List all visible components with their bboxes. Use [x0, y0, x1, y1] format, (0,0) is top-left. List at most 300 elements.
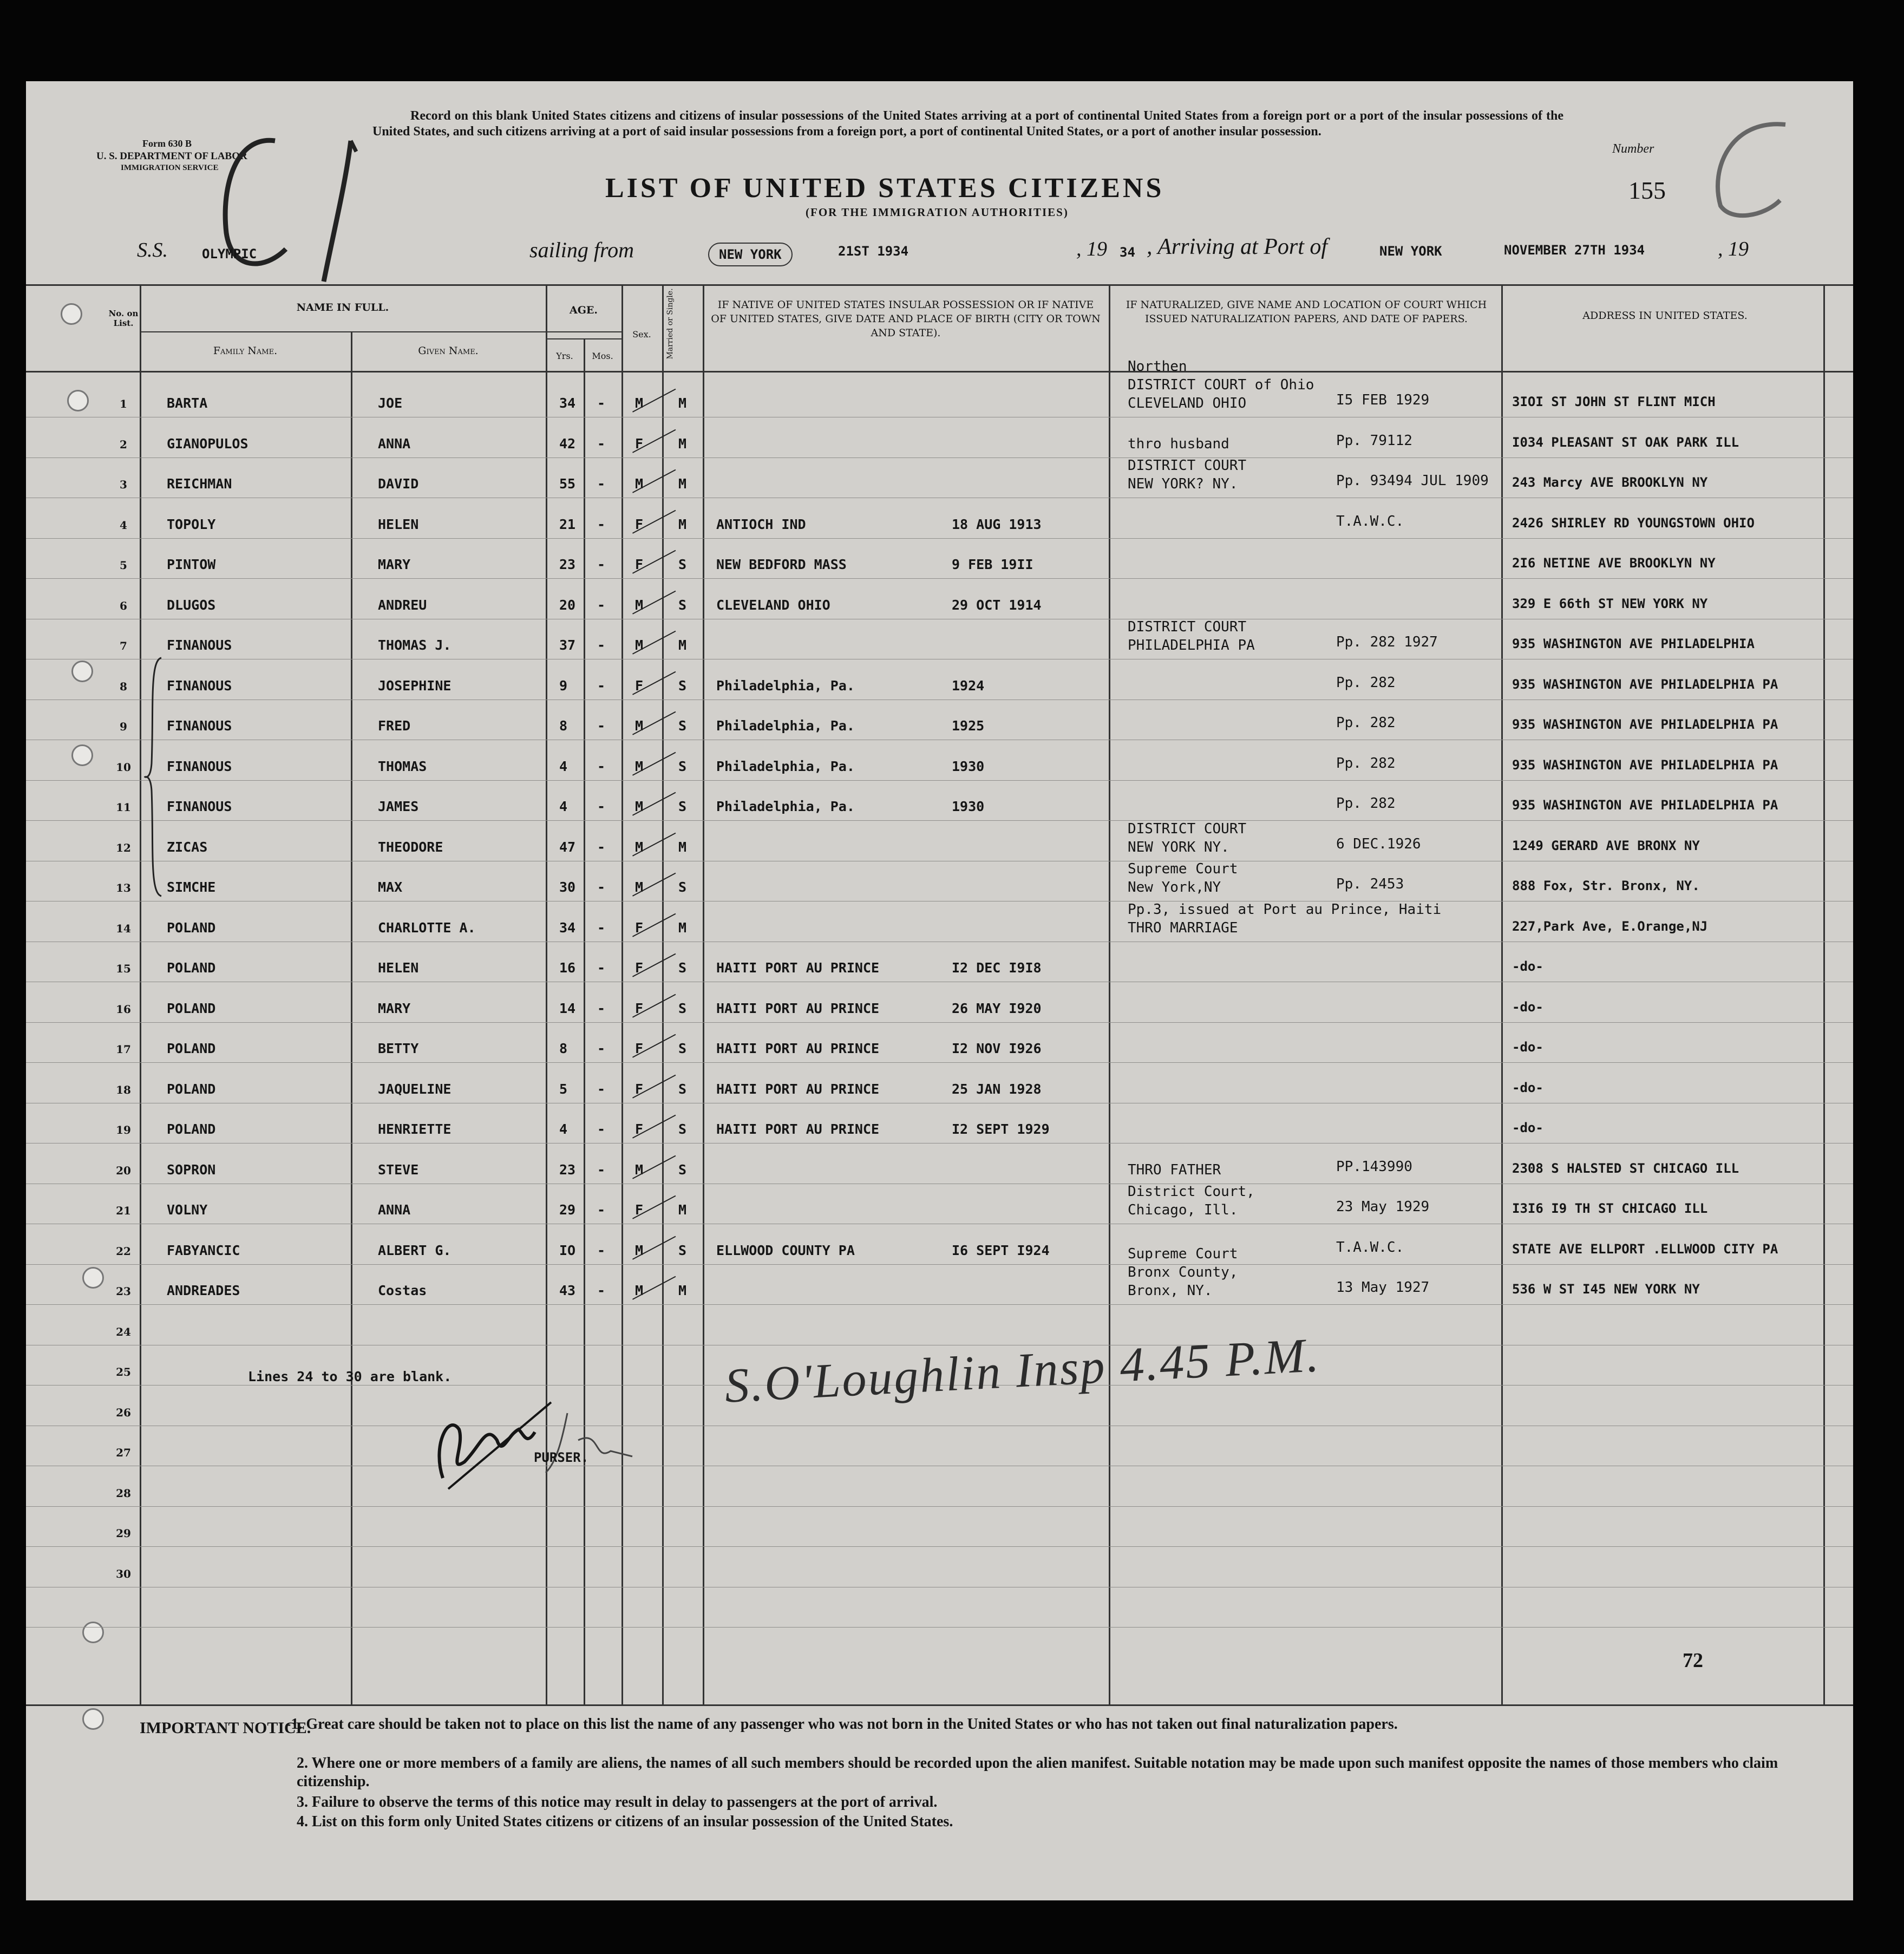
family-name: FINANOUS	[167, 637, 232, 653]
naturalization-location: CLEVELAND OHIO	[1128, 395, 1247, 411]
birth-date: I2 NOV I926	[952, 1041, 1042, 1056]
line-number: 21	[116, 1204, 131, 1217]
age-years: 47	[559, 839, 576, 855]
sex: F	[635, 1000, 644, 1016]
given-name: MARY	[378, 557, 411, 572]
marital-status: S	[678, 718, 687, 734]
blank-lines-note: Lines 24 to 30 are blank.	[248, 1369, 452, 1384]
given-name: CHARLOTTE A.	[378, 919, 476, 936]
age-months: -	[597, 758, 606, 774]
line-number: 25	[116, 1365, 131, 1378]
line-number: 26	[116, 1406, 131, 1419]
family-name: PINTOW	[167, 557, 216, 572]
birth-date: 1930	[952, 799, 985, 814]
birth-date: 18 AUG 1913	[952, 516, 1042, 532]
line-number: 4	[120, 518, 127, 532]
family-name: ZICAS	[167, 839, 208, 855]
given-name: HENRIETTE	[378, 1121, 452, 1137]
age-years: 14	[559, 1000, 576, 1016]
number-label: Number	[1612, 142, 1654, 156]
inspector-note: S.O'Loughlin Insp 4.45 P.M.	[723, 1328, 1321, 1413]
ruled-line	[26, 1627, 1853, 1628]
line-number: 2	[120, 437, 127, 451]
ss-label: S.S.	[137, 239, 168, 262]
naturalization-papers: 23 May 1929	[1336, 1199, 1430, 1215]
birth-date: 1925	[952, 718, 985, 734]
year-suffix: , 19	[1718, 238, 1749, 260]
ruled-line	[26, 820, 1853, 821]
birth-place: HAITI PORT AU PRINCE	[716, 1041, 880, 1056]
age-months: -	[597, 1000, 606, 1016]
naturalization-court: Supreme Court	[1128, 1246, 1238, 1262]
given-name: Costas	[378, 1283, 427, 1298]
address: 935 WASHINGTON AVE PHILADELPHIA PA	[1512, 798, 1778, 813]
age-months: -	[597, 435, 606, 452]
sex: M	[635, 395, 644, 411]
line-number: 10	[116, 760, 131, 774]
age-years: 23	[559, 1161, 576, 1178]
sex: M	[635, 1242, 644, 1258]
line-number: 28	[116, 1486, 131, 1500]
name-header-divider	[140, 331, 621, 332]
ship-name: OLYMPIC	[202, 246, 257, 262]
sex: F	[635, 1121, 644, 1137]
sex: M	[635, 758, 644, 774]
age-months: -	[597, 516, 606, 532]
sex: M	[635, 597, 644, 613]
address: STATE AVE ELLPORT .ELLWOOD CITY PA	[1512, 1241, 1778, 1257]
family-name: TOPOLY	[167, 516, 216, 532]
line-number: 22	[116, 1244, 131, 1258]
address: I3I6 I9 TH ST CHICAGO ILL	[1512, 1201, 1708, 1216]
marital-status: M	[678, 839, 687, 855]
naturalization-papers: 6 DEC.1926	[1336, 835, 1421, 852]
address: 935 WASHINGTON AVE PHILADELPHIA PA	[1512, 717, 1778, 732]
birth-place: HAITI PORT AU PRINCE	[716, 1081, 880, 1097]
address: -do-	[1512, 959, 1543, 974]
department-name: U. S. DEPARTMENT OF LABOR	[96, 151, 247, 162]
col-header-yrs: Yrs.	[556, 351, 573, 361]
handwritten-c1-mark	[188, 119, 383, 298]
form-number: Form 630 B	[142, 138, 192, 149]
col-header-name: NAME IN FULL.	[296, 302, 389, 313]
given-name: JAMES	[378, 799, 419, 814]
age-months: -	[597, 597, 606, 613]
col-header-given: Given Name.	[418, 345, 479, 357]
notice-label: IMPORTANT NOTICE.	[140, 1719, 311, 1737]
notice-item: 4. List on this form only United States citizens or citizens of an insular possession of the United States.	[297, 1813, 953, 1830]
family-name: FINANOUS	[167, 799, 232, 814]
sex: F	[635, 516, 644, 532]
sex: M	[635, 799, 644, 814]
sex: F	[635, 1041, 644, 1056]
line-number: 14	[116, 922, 131, 935]
naturalization-court: Bronx County,	[1128, 1264, 1238, 1280]
naturalization-court: DISTRICT COURT	[1128, 458, 1247, 474]
birth-date: 25 JAN 1928	[952, 1081, 1042, 1097]
page-number: 72	[1683, 1649, 1703, 1672]
arriving-label: , Arriving at Port of	[1147, 234, 1328, 259]
header-bottom-border	[26, 371, 1853, 372]
marital-status: M	[678, 919, 687, 936]
ruled-line	[26, 1022, 1853, 1023]
marital-status: S	[678, 879, 687, 895]
marital-status: S	[678, 557, 687, 572]
given-name: THEODORE	[378, 839, 443, 855]
naturalization-court: Northen	[1128, 358, 1187, 375]
col-header-naturalized: IF NATURALIZED, GIVE NAME AND LOCATION OF COURT WHICH ISSUED NATURALIZATION PAPERS, AND DATE OF PAPERS.	[1126, 299, 1487, 325]
address: 935 WASHINGTON AVE PHILADELPHIA PA	[1512, 676, 1778, 692]
naturalization-location: NEW YORK NY.	[1128, 839, 1229, 855]
marital-status: S	[678, 677, 687, 694]
form-title: LIST OF UNITED STATES CITIZENS	[605, 173, 1164, 204]
year-prefix: , 19	[1076, 238, 1107, 260]
birth-place: Philadelphia, Pa.	[716, 758, 855, 774]
marital-status: S	[678, 758, 687, 774]
address: 888 Fox, Str. Bronx, NY.	[1512, 878, 1700, 893]
given-name: JOE	[378, 395, 403, 411]
marital-status: S	[678, 1121, 687, 1137]
family-name: DLUGOS	[167, 597, 216, 613]
age-months: -	[597, 557, 606, 572]
line-number: 30	[116, 1567, 131, 1580]
given-name: ANNA	[378, 435, 411, 452]
line-number: 11	[116, 801, 131, 814]
age-years: 4	[559, 1121, 568, 1137]
age-months: -	[597, 1121, 606, 1137]
marital-status: M	[678, 476, 687, 492]
age-years: 9	[559, 677, 568, 694]
family-name: SOPRON	[167, 1161, 216, 1178]
age-years: 8	[559, 1041, 568, 1056]
marital-status: S	[678, 597, 687, 613]
family-name: POLAND	[167, 1041, 216, 1056]
line-number: 3	[120, 478, 127, 491]
age-months: -	[597, 677, 606, 694]
age-years: 4	[559, 799, 568, 814]
line-number: 6	[120, 599, 127, 612]
col-header-married-single: Married or Single.	[666, 288, 675, 360]
age-years: IO	[559, 1242, 576, 1258]
ruled-line	[26, 578, 1853, 579]
naturalization-papers: Pp. 282 1927	[1336, 634, 1438, 650]
col-header-mos: Mos.	[592, 351, 613, 361]
given-name: JAQUELINE	[378, 1081, 452, 1097]
address: 2426 SHIRLEY RD YOUNGSTOWN OHIO	[1512, 515, 1755, 531]
line-number: 8	[120, 679, 127, 693]
birth-date: I2 SEPT 1929	[952, 1121, 1050, 1137]
departure-year: 34	[1120, 245, 1135, 260]
handwritten-corner-mark	[1688, 114, 1818, 227]
sex: M	[635, 718, 644, 734]
manifest-sheet	[26, 81, 1853, 1900]
address: 2308 S HALSTED ST CHICAGO ILL	[1512, 1160, 1739, 1176]
family-name: BARTA	[167, 395, 208, 411]
line-number: 13	[116, 881, 131, 894]
naturalization-papers: Pp. 282	[1336, 755, 1396, 772]
line-number: 5	[120, 559, 127, 572]
given-name: FRED	[378, 718, 411, 734]
given-name: MARY	[378, 1000, 411, 1016]
col-header-sex: Sex.	[632, 329, 651, 339]
col-header-address: ADDRESS IN UNITED STATES.	[1582, 310, 1748, 322]
birth-date: I2 DEC I9I8	[952, 960, 1042, 976]
line-number: 1	[120, 397, 127, 410]
sex: F	[635, 919, 644, 936]
naturalization-court: DISTRICT COURT of Ohio	[1128, 377, 1314, 393]
given-name: JOSEPHINE	[378, 677, 452, 694]
address: -do-	[1512, 999, 1543, 1015]
family-name: POLAND	[167, 1081, 216, 1097]
family-name: POLAND	[167, 1000, 216, 1016]
birth-date: I6 SEPT I924	[952, 1242, 1050, 1258]
age-years: 5	[559, 1081, 568, 1097]
sex: F	[635, 960, 644, 976]
departure-date: 21ST 1934	[838, 244, 909, 259]
punch-hole	[82, 1708, 104, 1730]
naturalization-location: Chicago, Ill.	[1128, 1202, 1238, 1218]
family-name: FABYANCIC	[167, 1242, 240, 1258]
age-months: -	[597, 1202, 606, 1218]
birth-place: ELLWOOD COUNTY PA	[716, 1242, 855, 1258]
given-name: THOMAS J.	[378, 637, 452, 653]
family-name: POLAND	[167, 919, 216, 936]
naturalization-papers: I5 FEB 1929	[1336, 392, 1430, 408]
birth-place: Philadelphia, Pa.	[716, 718, 855, 734]
naturalization-court: Supreme Court	[1128, 861, 1238, 877]
naturalization-location: thro husband	[1128, 435, 1229, 452]
given-name: HELEN	[378, 960, 419, 976]
address: 1249 GERARD AVE BRONX NY	[1512, 838, 1700, 853]
birth-place: HAITI PORT AU PRINCE	[716, 960, 880, 976]
naturalization-papers: Pp. 2453	[1336, 876, 1404, 892]
naturalization-location: New York,NY	[1128, 879, 1221, 896]
given-name: STEVE	[378, 1161, 419, 1178]
line-number: 23	[116, 1285, 131, 1298]
punch-hole	[67, 390, 89, 411]
family-name: FINANOUS	[167, 718, 232, 734]
form-subtitle: (FOR THE IMMIGRATION AUTHORITIES)	[806, 206, 1069, 219]
birth-place: HAITI PORT AU PRINCE	[716, 1121, 880, 1137]
line-number: 24	[116, 1325, 131, 1338]
col-header-birth: IF NATIVE OF UNITED STATES INSULAR POSSESSION OR IF NATIVE OF UNITED STATES, GIVE DATE AND PLACE OF BIRTH (CITY OR TOWN AND STATE).	[711, 299, 1101, 339]
sex: M	[635, 879, 644, 895]
line-number: 7	[120, 639, 127, 652]
naturalization-court: District Court,	[1128, 1184, 1255, 1200]
birth-date: 1930	[952, 758, 985, 774]
line-number: 20	[116, 1164, 131, 1177]
line-number: 17	[116, 1043, 131, 1056]
naturalization-papers: T.A.W.C.	[1336, 513, 1404, 530]
marital-status: M	[678, 1202, 687, 1218]
naturalization-papers: T.A.W.C.	[1336, 1239, 1404, 1256]
given-name: ANDREU	[378, 597, 427, 613]
naturalization-court: DISTRICT COURT	[1128, 820, 1247, 837]
address: 3IOI ST JOHN ST FLINT MICH	[1512, 394, 1716, 409]
form-instructions: Record on this blank United States citizens and citizens of insular possessions of the United States arriving at a port of continental United States from a foreign port or a port of the insular possessions of the United States, and such citizens arriving at a port of said insular possessions from a foreign port, a port of continental United States, or a port of another insular possession.	[372, 109, 1563, 139]
birth-place: Philadelphia, Pa.	[716, 677, 855, 694]
marital-status: S	[678, 1041, 687, 1056]
age-months: -	[597, 637, 606, 653]
birth-place: HAITI PORT AU PRINCE	[716, 1000, 880, 1016]
notice-item: 2. Where one or more members of a family are aliens, the names of all such members should be recorded upon the alien manifest. Suitable notation may be made upon such manifest opposite the names of those members who claim citizenship.	[297, 1755, 1778, 1790]
sex: M	[635, 1283, 644, 1298]
age-years: 43	[559, 1283, 576, 1298]
age-years: 4	[559, 758, 568, 774]
ruled-line	[26, 538, 1853, 539]
family-name: GIANOPULOS	[167, 435, 248, 452]
punch-hole	[71, 744, 93, 766]
birth-place: ANTIOCH IND	[716, 516, 806, 532]
naturalization-papers: 13 May 1927	[1336, 1279, 1430, 1296]
age-months: -	[597, 718, 606, 734]
col-header-family: Family Name.	[213, 345, 278, 357]
ruled-line	[26, 1062, 1853, 1063]
family-name: SIMCHE	[167, 879, 216, 895]
given-name: THOMAS	[378, 758, 427, 774]
naturalization-papers: Pp. 93494 JUL 1909	[1336, 473, 1489, 489]
sex: F	[635, 557, 644, 572]
line-number: 9	[120, 720, 127, 733]
age-months: -	[597, 1242, 606, 1258]
sex: F	[635, 1202, 644, 1218]
address: -do-	[1512, 1120, 1543, 1135]
age-years: 8	[559, 718, 568, 734]
punch-hole	[82, 1267, 104, 1289]
given-name: DAVID	[378, 476, 419, 492]
address: 227,Park Ave, E.Orange,NJ	[1512, 918, 1708, 934]
ruled-line	[26, 780, 1853, 781]
age-years: 23	[559, 557, 576, 572]
address: 243 Marcy AVE BROOKLYN NY	[1512, 475, 1708, 490]
age-months: -	[597, 1041, 606, 1056]
arrival-port: NEW YORK	[1379, 244, 1442, 259]
ruled-line	[26, 1506, 1853, 1507]
sex: M	[635, 637, 644, 653]
line-number: 19	[116, 1123, 131, 1136]
age-months: -	[597, 919, 606, 936]
sex: F	[635, 1081, 644, 1097]
ruled-line	[26, 1546, 1853, 1547]
given-name: HELEN	[378, 516, 419, 532]
marital-status: M	[678, 435, 687, 452]
sailing-from-label: sailing from	[529, 238, 634, 262]
line-number: 12	[116, 841, 131, 854]
age-months: -	[597, 1161, 606, 1178]
address: 2I6 NETINE AVE BROOKLYN NY	[1512, 556, 1716, 571]
family-name: ANDREADES	[167, 1283, 240, 1298]
line-number: 18	[116, 1083, 131, 1096]
age-months: -	[597, 799, 606, 814]
naturalization-papers: Pp. 282	[1336, 715, 1396, 731]
address: I034 PLEASANT ST OAK PARK ILL	[1512, 434, 1739, 450]
punch-hole	[61, 303, 82, 325]
age-months: -	[597, 839, 606, 855]
naturalization-papers: Pp. 282	[1336, 674, 1396, 691]
age-months: -	[597, 1283, 606, 1298]
marital-status: S	[678, 1000, 687, 1016]
birth-date: 9 FEB 19II	[952, 557, 1033, 572]
family-name: POLAND	[167, 960, 216, 976]
marital-status: M	[678, 395, 687, 411]
birth-date: 29 OCT 1914	[952, 597, 1042, 613]
marital-status: M	[678, 1283, 687, 1298]
family-name: VOLNY	[167, 1202, 208, 1218]
punch-hole	[82, 1622, 104, 1643]
line-number: 15	[116, 962, 131, 975]
given-name: MAX	[378, 879, 403, 895]
marital-status: S	[678, 1161, 687, 1178]
family-bracket	[144, 655, 166, 899]
punch-hole	[71, 661, 93, 682]
family-name: REICHMAN	[167, 476, 232, 492]
sex: M	[635, 476, 644, 492]
naturalization-papers: PP.143990	[1336, 1158, 1412, 1175]
given-name: BETTY	[378, 1041, 419, 1056]
marital-status: M	[678, 637, 687, 653]
age-years: 29	[559, 1202, 576, 1218]
marital-status: S	[678, 799, 687, 814]
naturalization-location: Bronx, NY.	[1128, 1283, 1213, 1299]
table-bottom-border	[26, 1704, 1853, 1706]
age-years: 16	[559, 960, 576, 976]
birth-place: NEW BEDFORD MASS	[716, 557, 847, 572]
purser-label: PURSER.	[534, 1450, 589, 1465]
naturalization-papers: Pp. 79112	[1336, 432, 1412, 449]
purser-signature	[427, 1381, 659, 1505]
age-years: 20	[559, 597, 576, 613]
birth-date: 26 MAY I920	[952, 1000, 1042, 1016]
departure-port: NEW YORK	[708, 243, 793, 266]
notice-item: 3. Failure to observe the terms of this notice may result in delay to passengers at the port of arrival.	[297, 1794, 938, 1811]
line-number: 29	[116, 1527, 131, 1540]
address: 329 E 66th ST NEW YORK NY	[1512, 596, 1708, 611]
sex: M	[635, 839, 644, 855]
address: -do-	[1512, 1080, 1543, 1095]
marital-status: S	[678, 1242, 687, 1258]
sex: F	[635, 677, 644, 694]
address: 536 W ST I45 NEW YORK NY	[1512, 1282, 1700, 1297]
naturalization-court: Pp.3, issued at Port au Prince, Haiti	[1128, 901, 1442, 918]
naturalization-court: DISTRICT COURT	[1128, 619, 1247, 635]
address: -do-	[1512, 1040, 1543, 1055]
age-months: -	[597, 395, 606, 411]
sex: M	[635, 1161, 644, 1178]
age-years: 30	[559, 879, 576, 895]
age-months: -	[597, 960, 606, 976]
marital-status: M	[678, 516, 687, 532]
marital-status: S	[678, 960, 687, 976]
line-number: 16	[116, 1002, 131, 1016]
address: 935 WASHINGTON AVE PHILADELPHIA	[1512, 636, 1755, 651]
service-name: IMMIGRATION SERVICE	[121, 164, 219, 172]
address: 935 WASHINGTON AVE PHILADELPHIA PA	[1512, 757, 1778, 773]
col-header-age: AGE.	[569, 304, 598, 316]
table-top-border	[26, 284, 1853, 286]
given-name: ALBERT G.	[378, 1242, 452, 1258]
given-name: ANNA	[378, 1202, 411, 1218]
birth-date: 1924	[952, 677, 985, 694]
naturalization-location: THRO MARRIAGE	[1128, 919, 1238, 936]
family-name: POLAND	[167, 1121, 216, 1137]
age-years: 42	[559, 435, 576, 452]
age-years: 37	[559, 637, 576, 653]
ruled-line	[26, 1264, 1853, 1265]
naturalization-location: THRO FATHER	[1128, 1161, 1221, 1178]
age-months: -	[597, 476, 606, 492]
age-months: -	[597, 879, 606, 895]
marital-status: S	[678, 1081, 687, 1097]
